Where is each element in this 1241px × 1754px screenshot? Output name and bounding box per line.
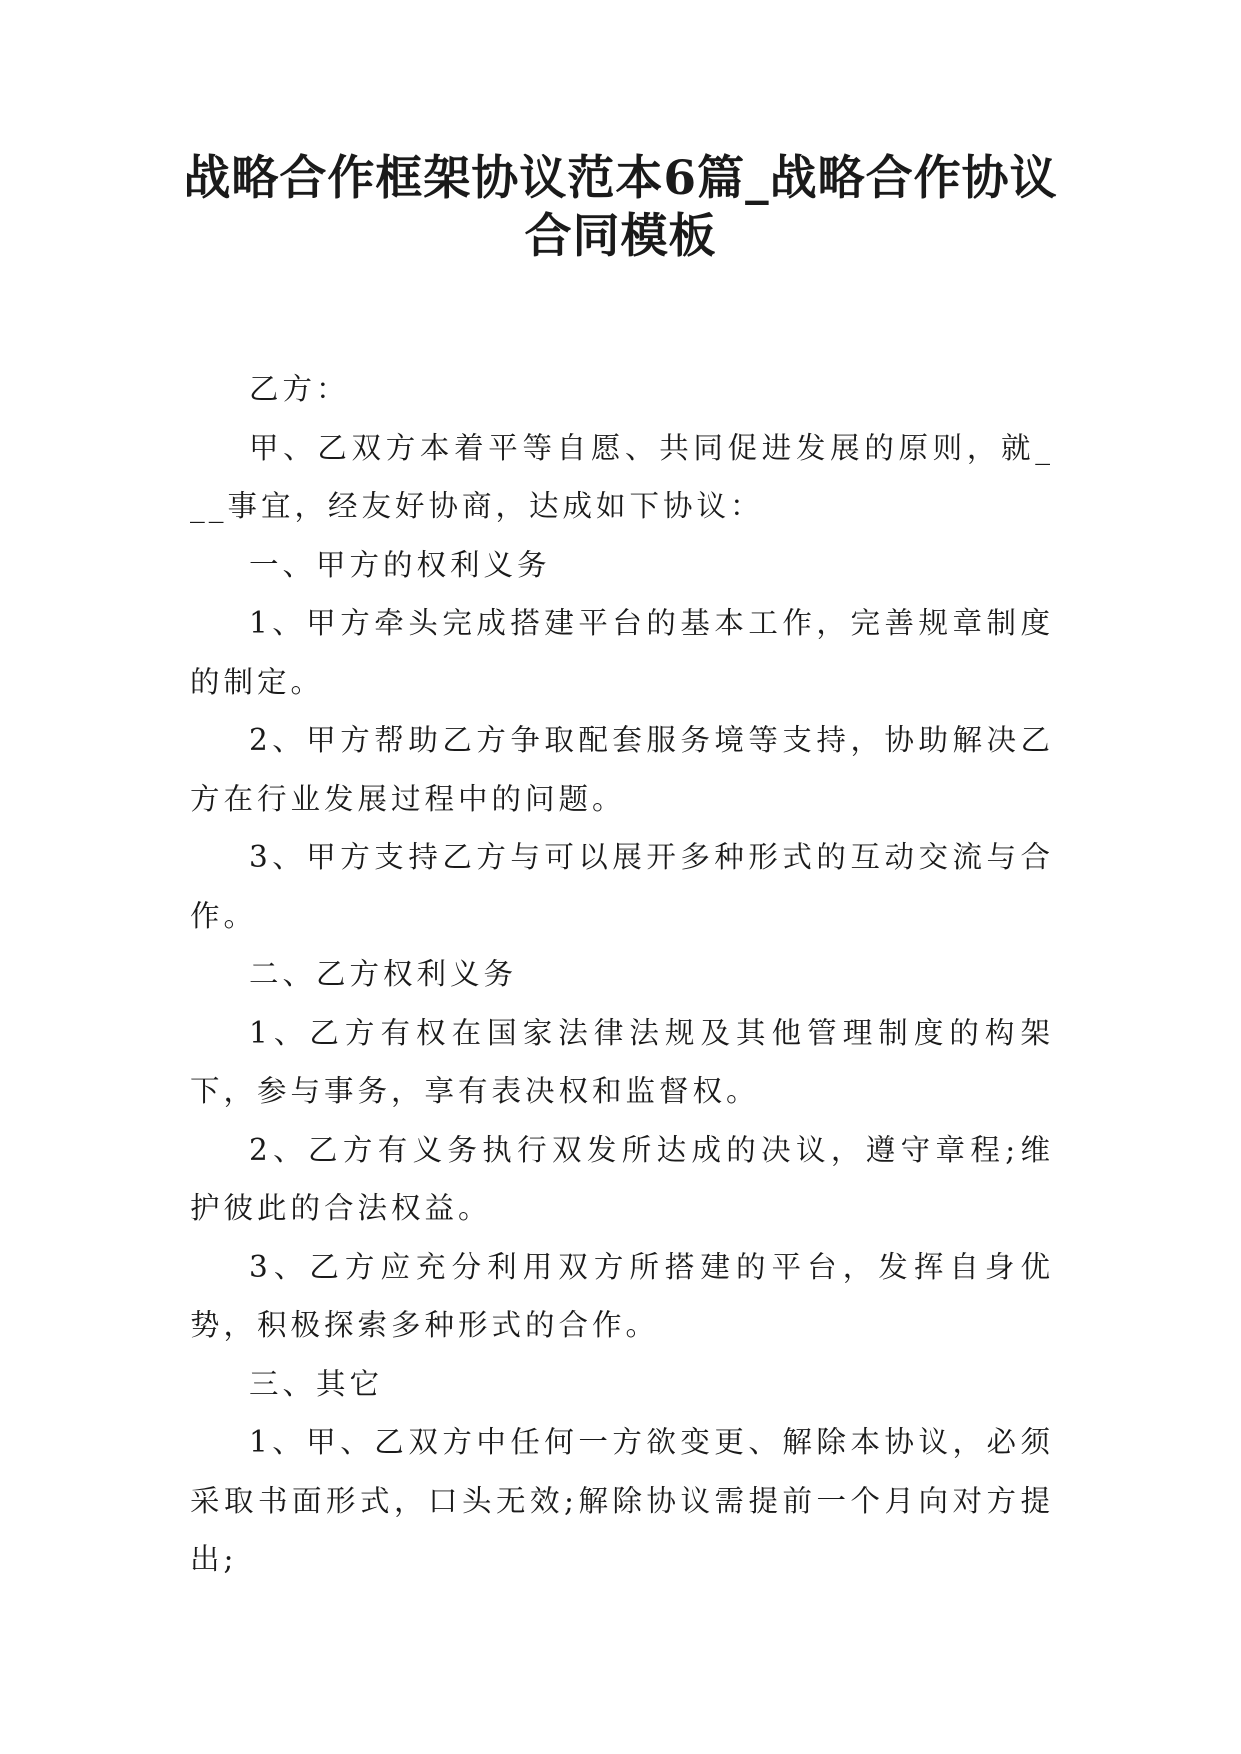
document-title-line-2: 合同模板 bbox=[524, 209, 717, 264]
party-b-clause-1: 1、乙方有权在国家法律法规及其他管理制度的构架下，参与事务，享有表决权和监督权。 bbox=[190, 1015, 1054, 1108]
document-body bbox=[190, 360, 1054, 1589]
section-heading-party-b: 二、乙方权利义务 bbox=[249, 957, 518, 991]
document-title bbox=[150, 150, 1091, 266]
section-heading-party-a: 一、甲方的权利义务 bbox=[249, 547, 551, 582]
party-b-clause-2: 2、乙方有义务执行双发所达成的决议，遵守章程;维护彼此的合法权益。 bbox=[190, 1132, 1054, 1225]
party-a-clause-2: 2、甲方帮助乙方争取配套服务境等支持，协助解决乙方在行业发展过程中的问题。 bbox=[190, 723, 1054, 816]
party-a-clause-3: 3、甲方支持乙方与可以展开多种形式的互动交流与合作。 bbox=[190, 840, 1054, 933]
party-b-label: 乙方： bbox=[249, 372, 350, 406]
party-b-clause-3: 3、乙方应充分利用双方所搭建的平台，发挥自身优势，积极探索多种形式的合作。 bbox=[190, 1249, 1054, 1342]
document-title-line-1: 战略合作框架协议范本6篇_战略合作协议 bbox=[183, 151, 1058, 206]
section-heading-other: 三、其它 bbox=[249, 1366, 384, 1401]
other-clause-1: 1、甲、乙双方中任何一方欲变更、解除本协议，必须采取书面形式，口头无效;解除协议需提前一个月向对方提出; bbox=[190, 1425, 1054, 1576]
preamble-paragraph: 甲、乙双方本着平等自愿、共同促进发展的原则，就___事宜，经友好协商，达成如下协议： bbox=[190, 430, 1054, 523]
party-a-clause-1: 1、甲方牵头完成搭建平台的基本工作，完善规章制度的制定。 bbox=[190, 606, 1054, 699]
